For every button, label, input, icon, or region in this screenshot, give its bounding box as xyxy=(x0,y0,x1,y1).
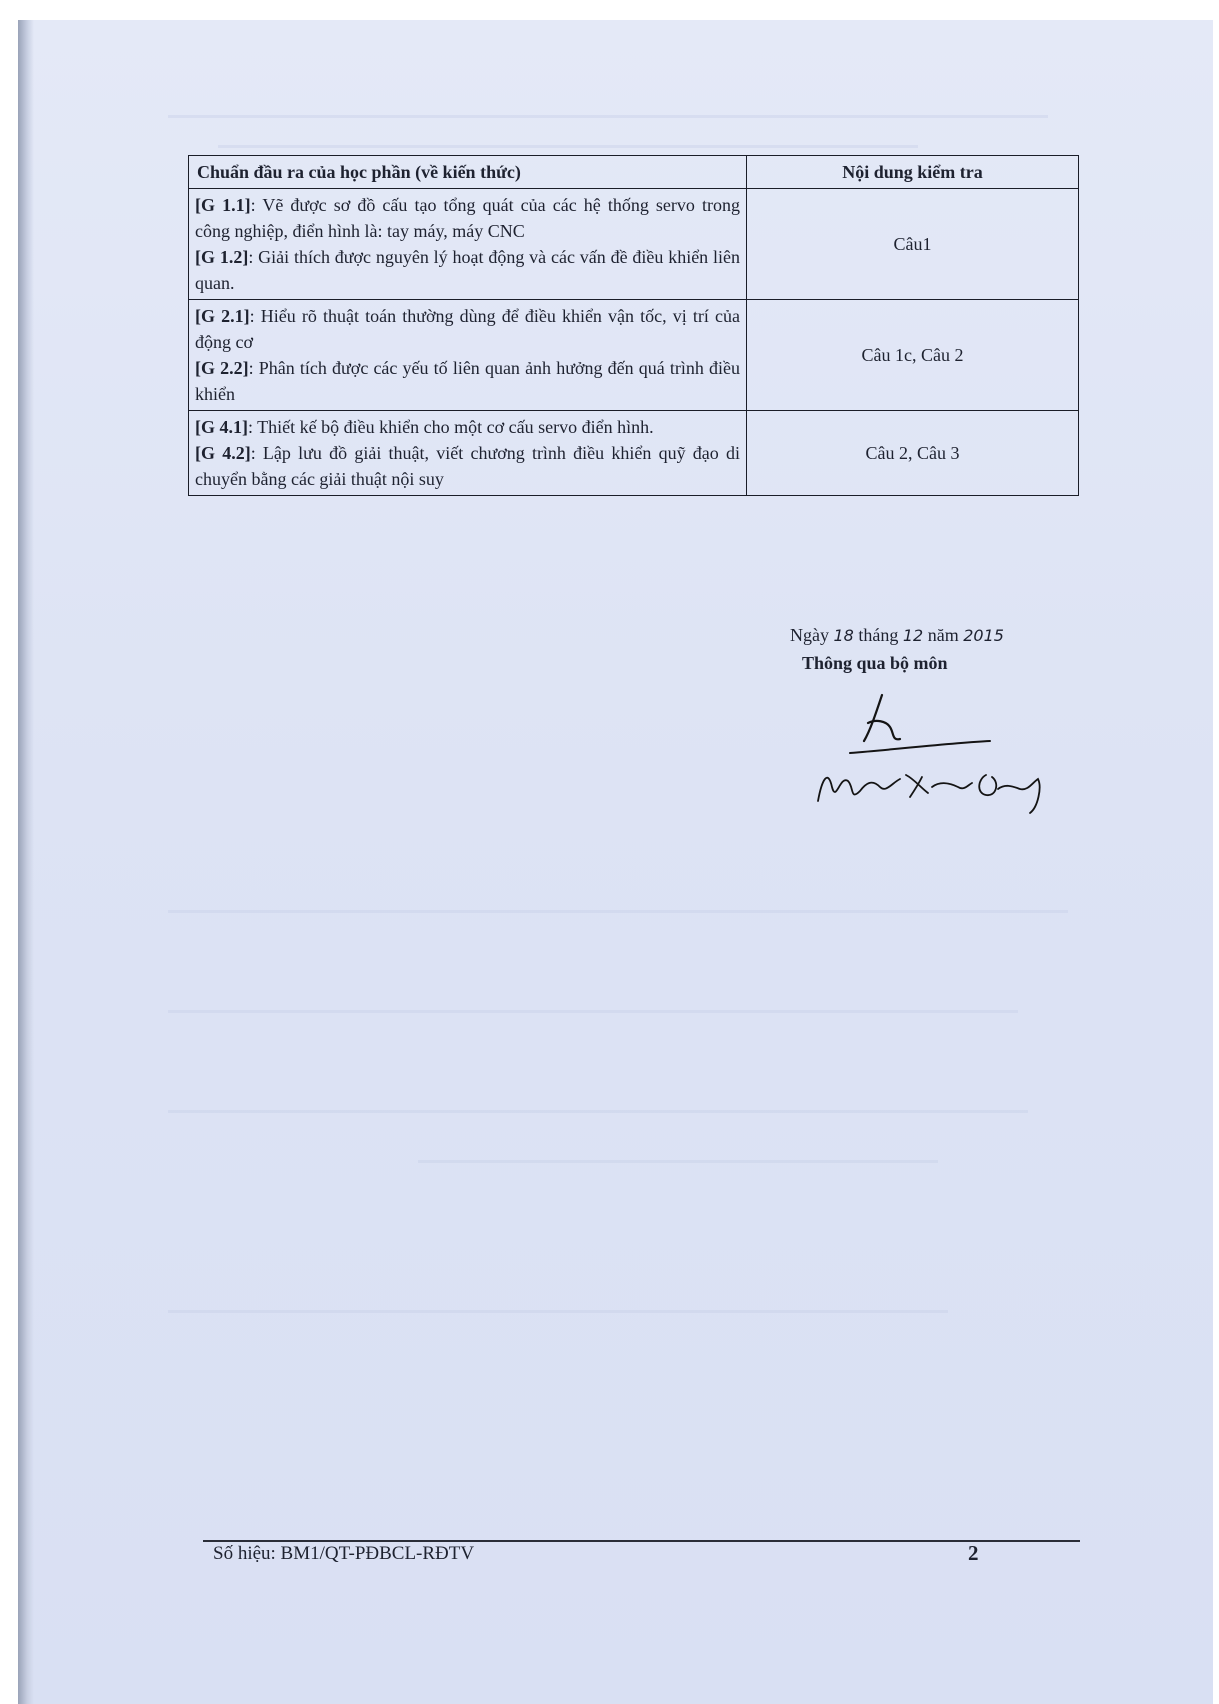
outcome-item xyxy=(195,303,740,355)
bleed-through-line xyxy=(418,1160,938,1163)
outcome-column-header: Chuẩn đầu ra của học phần (về kiến thức) xyxy=(189,156,747,189)
outcome-code: [G 4.2] xyxy=(195,443,251,463)
date-month: 12 xyxy=(902,626,924,645)
test-content-cell: Câu1 xyxy=(747,189,1079,300)
outcome-code: [G 2.1] xyxy=(195,306,250,326)
date-prefix: Ngày xyxy=(790,625,829,645)
date-line xyxy=(790,625,1004,646)
outcome-code: [G 2.2] xyxy=(195,358,249,378)
outcome-item xyxy=(195,244,740,296)
table-row xyxy=(189,411,1079,496)
outcome-item xyxy=(195,414,740,440)
bleed-through-line xyxy=(168,1310,948,1313)
outcome-text: : Thiết kế bộ điều khiển cho một cơ cấu servo điển hình. xyxy=(248,417,654,437)
outcome-item xyxy=(195,355,740,407)
footer-divider xyxy=(203,1540,1080,1542)
table-row xyxy=(189,300,1079,411)
scan-edge-shadow xyxy=(18,20,34,1704)
bleed-through-line xyxy=(168,910,1068,913)
test-content-cell: Câu 1c, Câu 2 xyxy=(747,300,1079,411)
year-label: năm xyxy=(927,625,959,645)
outcome-code: [G 4.1] xyxy=(195,417,248,437)
bleed-through-line xyxy=(218,145,918,148)
month-label: tháng xyxy=(858,625,899,645)
outcome-code: [G 1.2] xyxy=(195,247,249,267)
outcome-text: : Vẽ được sơ đồ cấu tạo tổng quát của các hệ thống servo trong công nghiệp, điển hình là: tay máy, máy CNC xyxy=(195,195,740,241)
outcome-code: [G 1.1] xyxy=(195,195,251,215)
outcome-item xyxy=(195,192,740,244)
signature-name-stroke xyxy=(818,775,1040,813)
outcome-cell xyxy=(189,300,747,411)
bleed-through-line xyxy=(168,115,1048,118)
signature-initial-stroke xyxy=(864,695,900,741)
outcome-text: : Lập lưu đồ giải thuật, viết chương trình điều khiển quỹ đạo di chuyển bằng các giải thuật nội suy xyxy=(195,443,740,489)
outcome-text: : Hiểu rõ thuật toán thường dùng để điều khiển vận tốc, vị trí của động cơ xyxy=(195,306,740,352)
approval-label: Thông qua bộ môn xyxy=(802,653,948,673)
bleed-through-line xyxy=(168,1010,1018,1013)
form-code: Số hiệu: BM1/QT-PĐBCL-RĐTV xyxy=(213,1543,475,1564)
table-row xyxy=(189,189,1079,300)
page-number: 2 xyxy=(968,1541,979,1565)
outcome-text: : Phân tích được các yếu tố liên quan ảnh hưởng đến quá trình điều khiển xyxy=(195,358,740,404)
content-column-header: Nội dung kiểm tra xyxy=(747,156,1079,189)
table-header-row xyxy=(189,156,1079,189)
test-content-cell: Câu 2, Câu 3 xyxy=(747,411,1079,496)
date-day: 18 xyxy=(833,626,854,645)
handwritten-signature xyxy=(810,683,1050,818)
outcome-cell xyxy=(189,411,747,496)
outcome-cell xyxy=(189,189,747,300)
outcome-item xyxy=(195,440,740,492)
bleed-through-line xyxy=(168,1110,1028,1113)
learning-outcomes-table xyxy=(188,155,1079,496)
date-year: 2015 xyxy=(963,626,1004,645)
outcome-text: : Giải thích được nguyên lý hoạt động và các vấn đề điều khiển liên quan. xyxy=(195,247,740,293)
signature-underline-stroke xyxy=(850,741,990,753)
